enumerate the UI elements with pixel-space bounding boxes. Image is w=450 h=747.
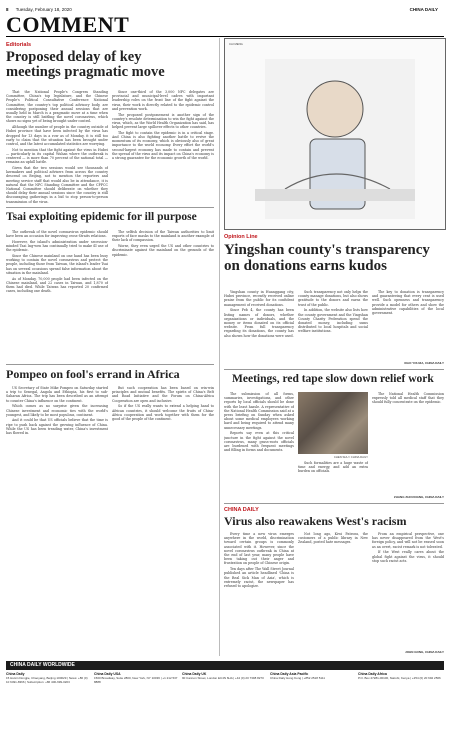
opinion2-body-col1 [224, 392, 294, 498]
editorial1-para: The fight to contain the epidemic is in a critical stage. And China is also fighting another battle to revive the momentum of its economy, which is obviously also of great importance to the world economy. Every effort the world's second-largest economy has made to contain and prevent the spread of the virus and its impact on China's economy is a strong guarantee for the economic growth of the world. [112, 130, 214, 161]
page-date: Tuesday, February 18, 2020 [15, 6, 72, 12]
opinion3-para: Every time a new virus emerges anywhere in the world, discrimination toward certain groups is commonly associated with it. However, since the novel coronavirus outbreak in China at the end of last year, many people have been taking out their anger and frustration on people of Chinese origin. [224, 532, 294, 566]
opinion2-byline: ZHANG ZHOUXIANG, CHINA DAILY [393, 495, 444, 499]
opinion3-body-col2 [298, 532, 368, 655]
opinion1-body-col1 [224, 290, 294, 366]
footer-contact-text: 1500 Broadway, Suite 2800, New York, NY 10036 | +1 212 537 8888 [94, 675, 178, 684]
editorial1-para: Since one-third of the 3,000 NPC delegates are provincial and municipal-level cadres with important leadership roles on the front line of the fight against the virus, their work is directly related to the epidemic control and prevention work. [112, 90, 214, 111]
editorial1-para: Given that the two sessions would see thousands of lawmakers and political advisers from across the country descend on Beijing, not to mention the reporters and meeting service staff that would also be in attendance, it is natural that the NPC Standing Committee and the CPPCC National Committee should deliberate on whether they should delay their annual sessions since the country is still discouraging gatherings in a bid to stop person-to-person transmission of the virus. [6, 165, 108, 203]
opinion1-para: The key to donation is transparency and guaranteeing that every cent is used well. Such openness and transparency provide a model for others and show the administrative capabilities of the local government. [372, 290, 444, 316]
editorial2-body-col2 [112, 230, 214, 360]
footer-contact-text: 15 Huixin Dongjie, Chaoyang, Beijing 100029 | News: +86 (0) 10 6491-8366 | Subscription: +86 400-699-0203 [6, 675, 88, 684]
opinion3-body-col1 [224, 532, 294, 655]
opinion1-body-col3 [372, 290, 444, 360]
opinion3-para: If the West really cares about the global fight against the virus, it should stop such racist acts. [372, 550, 444, 563]
editorial2-para: Since the Chinese mainland on one hand has been busy working to contain the novel coronavirus and protect the people, including those from Taiwan, the island's leader Tsai has on several occasions spread false information about the situation in the mainland. [6, 254, 108, 275]
footer-bar: CHINA DAILY WORLDWIDE [6, 661, 444, 670]
footer-contact-title: China Daily USA [94, 672, 121, 676]
section-title: COMMENT [6, 12, 130, 37]
opinion3-para: Ten days after The Wall Street Journal published an article headlined 'China is the Real Sick Man of Asia', which is extremely racist, the newspaper has refused to apologize. [224, 567, 294, 588]
opinion2-para: Reports say even at this critical juncture in the fight against the novel coronavirus, many grass-roots officials are burdened with frequent meetings and filling in forms and documents. [224, 431, 294, 453]
cartoon-credit: CAI MENG [229, 42, 243, 46]
editorial1-para: The proposed postponement is another sign of the country's resolute determination to win the fight against the virus, which, as the World Health Organization has said, has helped prevent large spillover effects to other countries. [112, 112, 214, 130]
photo-credit: CHEN SHU / CHINA DAILY [333, 455, 368, 459]
opinion1-para: Since Feb 4, the county has been listing names of donors, whether organizations or individuals, and the money or items donated on its official website. From full transparency regarding its donations, the county has also shown how the donations were used. [224, 308, 294, 338]
footer-contact-title: China Daily UK [182, 672, 207, 676]
opinion2-para: Such formalities are a huge waste of time and energy, and add an extra burden on officials. [298, 461, 368, 474]
column-divider [219, 38, 220, 656]
opinion3-label: CHINA DAILY [224, 507, 259, 513]
footer-contact-5 [358, 673, 444, 681]
section-masthead [6, 14, 444, 37]
cartoon-illustration [225, 39, 445, 229]
editorial2-para: However, the island's administration under secession-minded Tsai Ing-wen has continually tried to make ill use of the epidemic. [6, 239, 108, 253]
opinion3-para: From an empirical perspective, one has never disappeared from the West's foreign policy, and will not be erased soon as an overt, racist remark is not tolerated. [372, 532, 444, 549]
editorials-label: Editorials [6, 42, 32, 48]
opinion2-headline: Meetings, red tape slow down relief work [232, 373, 434, 385]
editorial1-body-col2 [112, 90, 214, 203]
opinion3-headline: Virus also reawakens West's racism [224, 514, 407, 528]
opinion1-headline: Yingshan county's transparency on donations earns kudos [224, 242, 430, 274]
footer-contact-title: China Daily Asia Pacific [270, 672, 309, 676]
editorial2-para: The selfish decision of the Taiwan authorities to limit exports of face masks to the mainland is another example of their lack of compassion. [112, 230, 214, 243]
opinion1-byline: XIAO YOUJIA, CHINA DAILY [404, 361, 444, 365]
editorial2-body-col1 [6, 230, 108, 360]
editorial1-headline: Proposed delay of key meetings pragmatic move [6, 49, 165, 81]
editorial1-body-col1 [6, 90, 108, 203]
footer-contact-3 [182, 673, 266, 681]
footer-contact-title: China Daily [6, 672, 25, 676]
divider [224, 369, 444, 370]
editorial2-para: The outbreak of the novel coronavirus epidemic should have been an occasion for improving cross-Straits relations. [6, 230, 108, 239]
opinion1-body-col2 [298, 290, 368, 366]
footer-contact-4 [270, 673, 354, 681]
footer-contact-1 [6, 673, 90, 684]
header-right [410, 7, 444, 12]
editorial2-para: Worse, they even urged the US and other countries to discriminate against the mainland on the grounds of the epidemic. [112, 244, 214, 257]
paper-name: CHINA DAILY [409, 6, 438, 12]
opinion2-para: The submission of all forms, summaries, investigations, and other reports by local officials should be done with the least hassle. A representative of the National Health Commission said at a press briefing on Sunday when asked about some medical employees working hard and being required to attend many unnecessary meetings. [224, 392, 294, 430]
news-photo [298, 392, 368, 454]
editorial1-para: Although the number of people in the country outside of Hubei province that have been infected by the virus has dropped for 13 days in a row as of Monday, it is still too early to claim that the situation has been brought under control, and the latest accumulated statistics are worrying. [6, 125, 108, 146]
footer-contact-text: 90 Cannon Street, London EC4N 6HA | +44 (0) 20 7398 8270 [182, 675, 264, 680]
footer-contact-2 [94, 673, 178, 684]
divider [6, 364, 214, 365]
footer-contact-text: China Daily Hong Kong | +852 2518 5111 [270, 675, 325, 680]
opinion1-para: Yingshan county in Huanggang city, Hubei province, recently received online praise from the public for its confident management of received donations. [224, 290, 294, 307]
opinion1-para: In addition, the website also lists how the county government and the Yingshan County Charity Federation spend the donated money, including sums distributed to local hospitals and social welfare institutions. [298, 308, 368, 334]
editorial3-headline: Pompeo on fool's errand in Africa [6, 367, 180, 381]
editorial1-para: That the National People's Congress Standing Committee, China's top legislature, and the Chinese People's Political Consultative Conference National Committee, the country's top political advisory body, are considering postponing their annual sessions that are usually held in March is a pragmatic move at a time when the country is still battling the novel coronavirus, which shows no signs yet of being brought under control. [6, 90, 108, 124]
editorial2-headline: Tsai exploiting epidemic for ill purpose [6, 211, 197, 223]
opinion2-body-col2 [298, 461, 368, 498]
opinion2-para: The National Health Commission expressly told all medical staff that they should fully concentrate on the epidemic. [372, 392, 444, 405]
page-number: 8 [6, 6, 9, 12]
opinion1-para: Such transparency not only helps the county manage donations, but also shows gratitude to the donors and earns the trust of the public. [298, 290, 368, 307]
footer-contact-title: China Daily Africa [358, 672, 387, 676]
opinion-label: Opinion Line [224, 234, 258, 240]
editorial3-body-col1 [6, 386, 108, 656]
editorial3-para: US Secretary of State Mike Pompeo on Saturday started a trip to Senegal, Angola and Ethiopia, his first to sub-Saharan Africa. The trip has been described as an attempt to counter China's influence on the continent. [6, 386, 108, 403]
opinion3-body-col3 [372, 532, 444, 648]
editorial-cartoon [224, 38, 446, 230]
footer-contact-text: P.O. Box 27281-00100, Nairobi, Kenya | +254 (0) 20 692 2566 [358, 675, 441, 680]
editorial3-para: And it could be that US officials believe that the time is ripe to push back against the growing influence of China. While the US has been treading water, China's investment has flowed in. [6, 418, 108, 436]
opinion3-byline: JOHN GONG, CHINA DAILY [405, 650, 444, 654]
opinion3-para: Not long ago, Kiwi Patrons, the customers of a public library in New Zealand, posted hate messages. [298, 532, 368, 545]
editorial3-para: Which comes as no surprise given the increasing Chinese investment and economic ties with the world's youngest, and likely to be most populous, continent. [6, 404, 108, 417]
editorial3-para: So if the US really wants to extend a helping hand to African countries, it should welcome the fruits of China-Africa cooperation and work together with them for the good of the people of the continent. [112, 404, 214, 421]
editorial3-body-col2 [112, 386, 214, 656]
editorial2-para: As of Monday, 70,000 people had been infected on the Chinese mainland, and 22 cases in Taiwan, and 1,870 of them had died. While Taiwan has reported 20 confirmed cases, including one death. [6, 276, 108, 294]
editorial1-para: Not to mention that the fight against the virus in Hubei — particularly in its capital Wuhan where the outbreak is centered — is more than 70 percent of the national total — remains an uphill battle. [6, 147, 108, 165]
header-left [6, 7, 78, 12]
opinion2-body-col3 [372, 392, 444, 494]
editorial3-para: But such cooperation has been based on win-win principles and mutual benefits. The spirits of China's Belt and Road Initiative and the Forum on China-Africa Cooperation are open and inclusive. [112, 386, 214, 403]
divider [224, 503, 444, 504]
divider [6, 207, 214, 208]
